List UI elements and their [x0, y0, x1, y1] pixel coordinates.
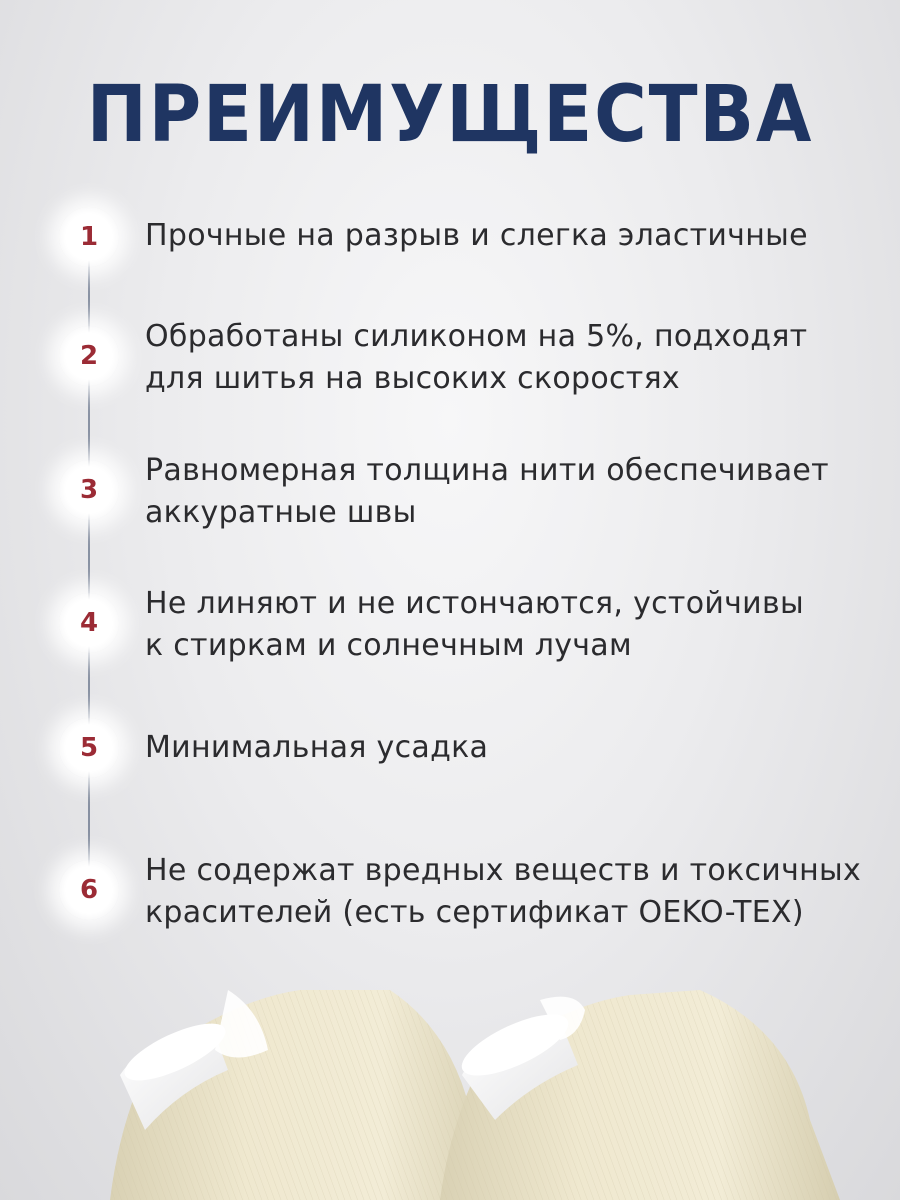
advantage-text-line: Не содержат вредных веществ и токсичных [145, 853, 862, 888]
advantage-text [145, 215, 865, 257]
number-badge [59, 593, 119, 653]
right-spool [440, 990, 840, 1200]
advantage-text [145, 316, 865, 400]
number-badge [59, 460, 119, 520]
number-badge [59, 718, 119, 778]
badge-number: 3 [79, 475, 99, 505]
number-badge [59, 207, 119, 267]
advantage-text [145, 727, 865, 769]
advantage-text-line: Обработаны силиконом на 5%, подходят [145, 319, 808, 354]
badge-number: 4 [79, 608, 99, 638]
advantage-text-line: красителей (есть сертификат OEKO-TEX) [145, 895, 804, 930]
advantage-text-line: Прочные на разрыв и слегка эластичные [145, 218, 808, 253]
thread-spools-image [0, 990, 900, 1200]
badge-number: 5 [79, 733, 99, 763]
advantage-text-line: к стиркам и солнечным лучам [145, 628, 632, 663]
badge-number: 1 [79, 222, 99, 252]
badge-number: 6 [79, 875, 99, 905]
advantage-text-line: Равномерная толщина нити обеспечивает [145, 453, 829, 488]
badge-number: 2 [79, 341, 99, 371]
advantage-text [145, 850, 865, 934]
number-badge [59, 326, 119, 386]
left-spool [110, 990, 500, 1200]
advantage-text-line: Минимальная усадка [145, 730, 489, 765]
number-badge [59, 860, 119, 920]
advantage-text [145, 450, 865, 534]
advantage-text-line: аккуратные швы [145, 495, 417, 530]
advantage-text [145, 583, 865, 667]
page-title: ПРЕИМУЩЕСТВА [86, 70, 814, 160]
advantage-text-line: Не линяют и не истончаются, устойчивы [145, 586, 804, 621]
advantage-text-line: для шитья на высоких скоростях [145, 361, 680, 396]
